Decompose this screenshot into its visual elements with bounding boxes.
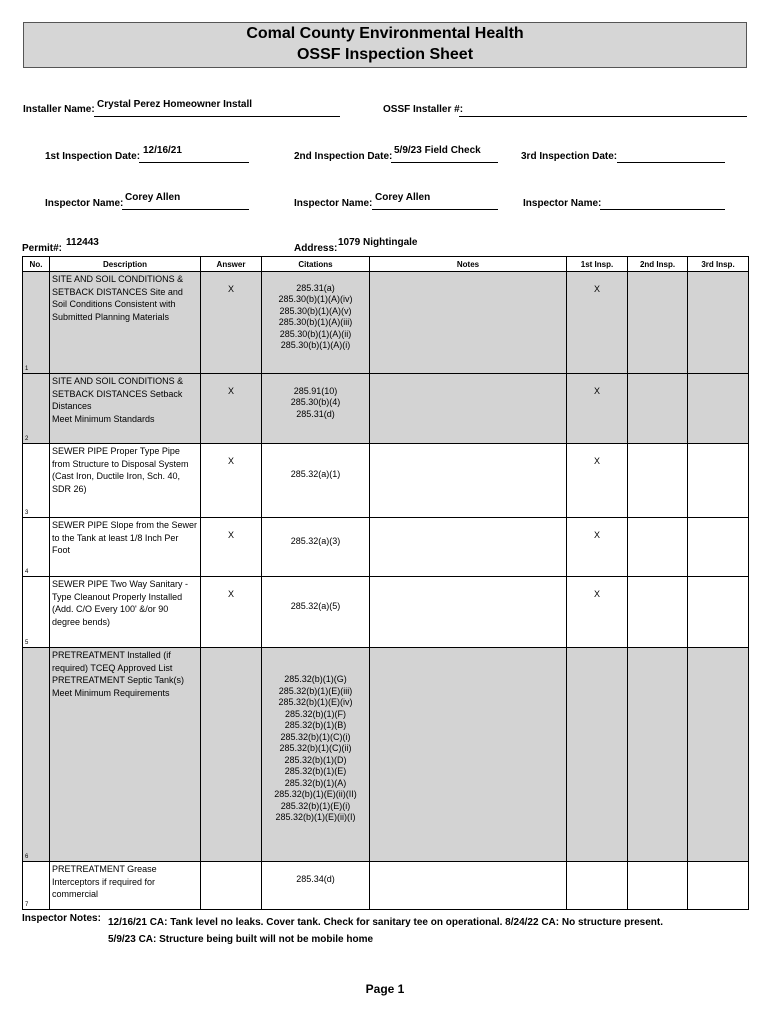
row-insp3[interactable] bbox=[688, 648, 749, 862]
table-row bbox=[23, 272, 749, 374]
row-citations: 285.32(a)(3) bbox=[262, 518, 370, 577]
row-answer[interactable]: X bbox=[201, 272, 262, 374]
ossf-installer-underline bbox=[459, 116, 747, 117]
row-insp1[interactable] bbox=[567, 648, 628, 862]
row-insp2[interactable] bbox=[628, 272, 688, 374]
row-number-label: 1 bbox=[25, 366, 29, 372]
inspector2-underline bbox=[372, 209, 498, 210]
document-subtitle: OSSF Inspection Sheet bbox=[296, 46, 474, 63]
row-insp2[interactable] bbox=[628, 648, 688, 862]
permit-label: Permit#: bbox=[22, 243, 63, 254]
row-notes[interactable] bbox=[370, 272, 567, 374]
permit-value[interactable]: 112443 bbox=[66, 237, 99, 248]
row-insp2[interactable] bbox=[628, 577, 688, 648]
row-answer[interactable] bbox=[201, 862, 262, 910]
inspector2-label: Inspector Name: bbox=[294, 198, 373, 209]
table-row bbox=[23, 862, 749, 910]
row-description: SEWER PIPE Two Way Sanitary - Type Cleanout Properly Installed (Add. C/O Every 100' &/or 90 degree bends) bbox=[50, 577, 201, 648]
insp2-date-label: 2nd Inspection Date: bbox=[294, 151, 393, 162]
row-citations: 285.32(a)(5) bbox=[262, 577, 370, 648]
row-insp2[interactable] bbox=[628, 374, 688, 444]
row-answer[interactable]: X bbox=[201, 577, 262, 648]
header-description: Description bbox=[50, 257, 201, 272]
row-number-label: 2 bbox=[25, 436, 29, 442]
inspector1-label: Inspector Name: bbox=[45, 198, 124, 209]
ossf-installer-label: OSSF Installer #: bbox=[383, 104, 464, 115]
table-row bbox=[23, 518, 749, 577]
row-notes[interactable] bbox=[370, 862, 567, 910]
row-notes[interactable] bbox=[370, 648, 567, 862]
insp1-date-label: 1st Inspection Date: bbox=[45, 151, 141, 162]
row-insp1[interactable] bbox=[567, 862, 628, 910]
insp1-date-value[interactable]: 12/16/21 bbox=[143, 145, 182, 156]
document-title: Comal County Environmental Health bbox=[246, 25, 524, 42]
row-description: SITE AND SOIL CONDITIONS & SETBACK DISTANCES Site and Soil Conditions Consistent with Submitted Planning Materials bbox=[50, 272, 201, 374]
row-answer[interactable]: X bbox=[201, 518, 262, 577]
header-notes: Notes bbox=[370, 257, 567, 272]
row-description: SEWER PIPE Proper Type Pipe from Structure to Disposal System (Cast Iron, Ductile Iron, Sch. 40, SDR 26) bbox=[50, 444, 201, 518]
row-number bbox=[23, 374, 50, 444]
row-number bbox=[23, 272, 50, 374]
row-insp1[interactable]: X bbox=[567, 374, 628, 444]
row-citations: 285.32(b)(1)(G) 285.32(b)(1)(E)(iii) 285.32(b)(1)(E)(iv) 285.32(b)(1)(F) 285.32(b)(1)(B) 285.32(b)(1)(C)(i) 285.32(b)(1)(C)(ii) 285.32(b)(1)(D) 285.32(b)(1)(E) 285.32(b)(1)(A) 285.32(b)(1)(E)(ii)(II) 285.32(b)(1)(E)(i) 285.32(b)(1)(E)(ii)(I) bbox=[262, 648, 370, 862]
insp3-date-underline bbox=[617, 162, 725, 163]
title-box bbox=[23, 22, 747, 68]
row-citations: 285.91(10) 285.30(b)(4) 285.31(d) bbox=[262, 374, 370, 444]
row-insp3[interactable] bbox=[688, 272, 749, 374]
insp2-date-value[interactable]: 5/9/23 Field Check bbox=[394, 145, 481, 156]
row-insp3[interactable] bbox=[688, 862, 749, 910]
address-value[interactable]: 1079 Nightingale bbox=[338, 237, 418, 248]
row-description: SEWER PIPE Slope from the Sewer to the Tank at least 1/8 Inch Per Foot bbox=[50, 518, 201, 577]
inspector-notes-label: Inspector Notes: bbox=[22, 913, 101, 924]
header-no: No. bbox=[23, 257, 50, 272]
row-insp1[interactable]: X bbox=[567, 444, 628, 518]
row-notes[interactable] bbox=[370, 518, 567, 577]
row-notes[interactable] bbox=[370, 374, 567, 444]
insp2-date-underline bbox=[391, 162, 498, 163]
inspector3-underline bbox=[600, 209, 725, 210]
header-insp2: 2nd Insp. bbox=[628, 257, 688, 272]
row-citations: 285.34(d) bbox=[262, 862, 370, 910]
address-label: Address: bbox=[294, 243, 338, 254]
row-insp1[interactable]: X bbox=[567, 272, 628, 374]
row-answer[interactable] bbox=[201, 648, 262, 862]
row-number-label: 6 bbox=[25, 854, 29, 860]
page-number: Page 1 bbox=[365, 982, 405, 996]
row-answer[interactable]: X bbox=[201, 444, 262, 518]
table-row bbox=[23, 444, 749, 518]
row-notes[interactable] bbox=[370, 577, 567, 648]
row-number-label: 7 bbox=[25, 902, 29, 908]
row-answer[interactable]: X bbox=[201, 374, 262, 444]
row-number bbox=[23, 518, 50, 577]
table-header-row bbox=[23, 257, 749, 272]
row-insp3[interactable] bbox=[688, 577, 749, 648]
row-insp2[interactable] bbox=[628, 444, 688, 518]
row-description: PRETREATMENT Grease Interceptors if required for commercial bbox=[50, 862, 201, 910]
row-insp1[interactable]: X bbox=[567, 577, 628, 648]
row-insp3[interactable] bbox=[688, 518, 749, 577]
row-insp3[interactable] bbox=[688, 444, 749, 518]
table-row bbox=[23, 374, 749, 444]
row-number-label: 3 bbox=[25, 510, 29, 516]
insp3-date-label: 3rd Inspection Date: bbox=[521, 151, 618, 162]
row-number bbox=[23, 648, 50, 862]
row-number bbox=[23, 444, 50, 518]
header-insp3: 3rd Insp. bbox=[688, 257, 749, 272]
table-row bbox=[23, 577, 749, 648]
inspection-table bbox=[22, 256, 749, 910]
row-insp1[interactable]: X bbox=[567, 518, 628, 577]
row-number-label: 4 bbox=[25, 569, 29, 575]
table-row bbox=[23, 648, 749, 862]
row-notes[interactable] bbox=[370, 444, 567, 518]
row-number bbox=[23, 577, 50, 648]
inspector2-value[interactable]: Corey Allen bbox=[375, 192, 431, 203]
installer-name-underline bbox=[94, 116, 340, 117]
inspector1-value[interactable]: Corey Allen bbox=[125, 192, 181, 203]
row-insp3[interactable] bbox=[688, 374, 749, 444]
installer-name-value[interactable]: Crystal Perez Homeowner Install bbox=[97, 99, 253, 110]
inspector1-underline bbox=[122, 209, 249, 210]
inspector-notes-line1: 12/16/21 CA: Tank level no leaks. Cover tank. Check for sanitary tee on operational. 8/24/22 CA: No structure present. bbox=[108, 917, 664, 928]
row-description: PRETREATMENT Installed (if required) TCEQ Approved List PRETREATMENT Septic Tank(s) Meet Minimum Requirements bbox=[50, 648, 201, 862]
row-number bbox=[23, 862, 50, 910]
inspector-notes-line2: 5/9/23 CA: Structure being built will not be mobile home bbox=[108, 934, 374, 945]
header-insp1: 1st Insp. bbox=[567, 257, 628, 272]
header-citations: Citations bbox=[262, 257, 370, 272]
row-insp2[interactable] bbox=[628, 518, 688, 577]
row-citations: 285.32(a)(1) bbox=[262, 444, 370, 518]
row-insp2[interactable] bbox=[628, 862, 688, 910]
row-description: SITE AND SOIL CONDITIONS & SETBACK DISTANCES Setback Distances Meet Minimum Standards bbox=[50, 374, 201, 444]
installer-name-label: Installer Name: bbox=[23, 104, 95, 115]
insp1-date-underline bbox=[139, 162, 249, 163]
row-number-label: 5 bbox=[25, 640, 29, 646]
inspector3-label: Inspector Name: bbox=[523, 198, 602, 209]
header-answer: Answer bbox=[201, 257, 262, 272]
row-citations: 285.31(a) 285.30(b)(1)(A)(iv) 285.30(b)(1)(A)(v) 285.30(b)(1)(A)(iii) 285.30(b)(1)(A)(ii) 285.30(b)(1)(A)(i) bbox=[262, 272, 370, 374]
